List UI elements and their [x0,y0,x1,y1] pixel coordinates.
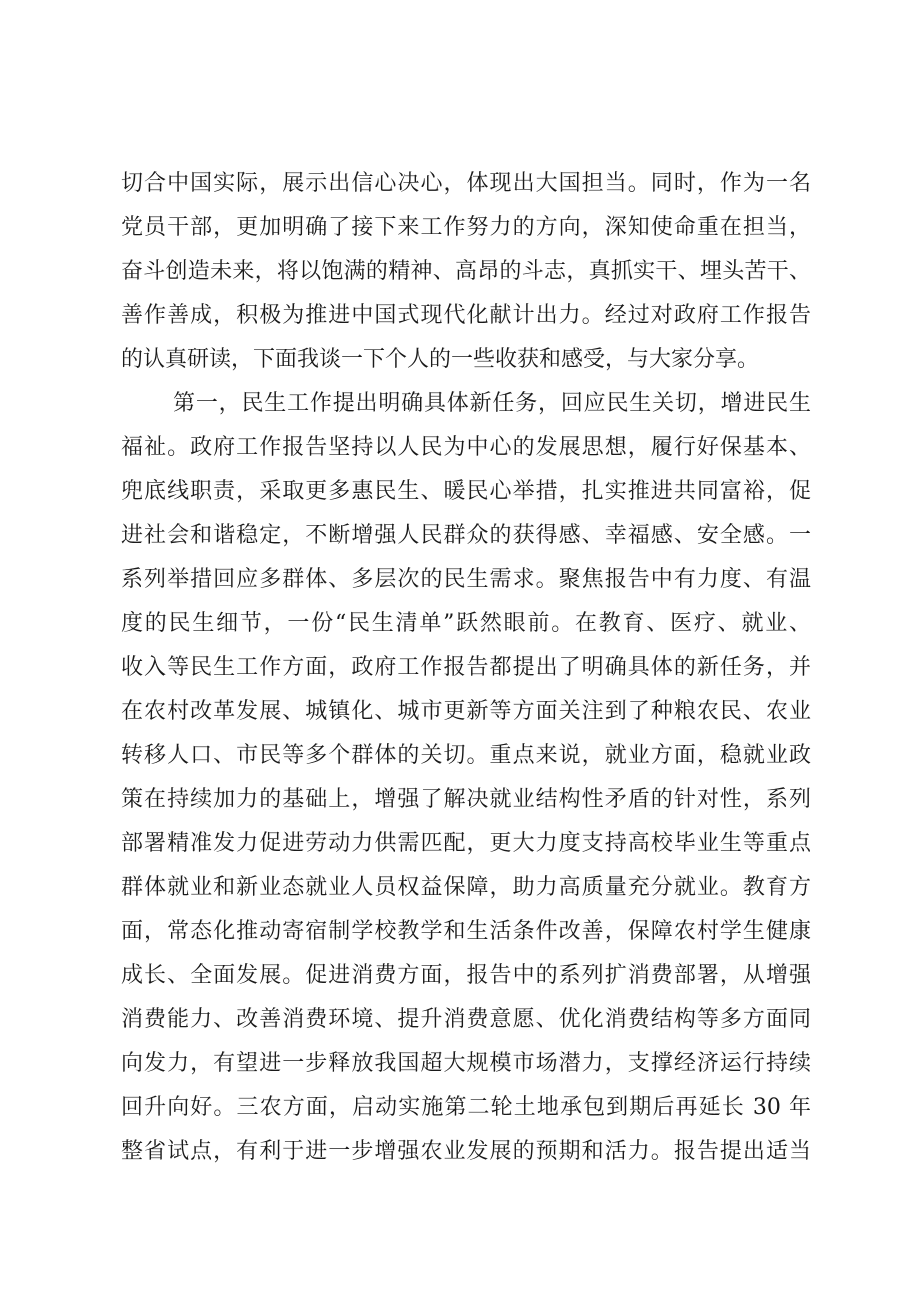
paragraph-line: 转移人口、市民等多个群体的关切。重点来说，就业方面，稳就业政 [121,743,811,768]
paragraph-line: 成长、全面发展。促进消费方面，报告中的系列扩消费部署，从增强 [121,963,811,988]
paragraph-line: 策在持续加力的基础上，增强了解决就业结构性矛盾的针对性，系列 [121,787,811,812]
paragraph-line: 福祉。政府工作报告坚持以人民为中心的发展思想，履行好保基本、 [121,435,811,460]
paragraph-line: 面，常态化推动寄宿制学校教学和生活条件改善，保障农村学生健康 [121,919,811,944]
paragraph-line: 收入等民生工作方面，政府工作报告都提出了明确具体的新任务，并 [121,655,811,680]
paragraph-line: 度的民生细节，一份“民生清单”跃然眼前。在教育、医疗、就业、 [121,611,811,636]
paragraph-line: 党员干部，更加明确了接下来工作努力的方向，深知使命重在担当， [121,215,811,240]
paragraph-line: 群体就业和新业态就业人员权益保障，助力高质量充分就业。教育方 [121,875,811,900]
paragraph-line: 切合中国实际，展示出信心决心，体现出大国担当。同时，作为一名 [121,171,811,196]
paragraph-line: 系列举措回应多群体、多层次的民生需求。聚焦报告中有力度、有温 [121,567,811,592]
paragraph-first-line: 第一，民生工作提出明确具体新任务，回应民生关切，增进民生 [173,391,811,416]
paragraph-line: 向发力，有望进一步释放我国超大规模市场潜力，支撑经济运行持续 [121,1051,811,1076]
paragraph-line: 消费能力、改善消费环境、提升消费意愿、优化消费结构等多方面同 [121,1007,811,1032]
paragraph-line: 整省试点，有利于进一步增强农业发展的预期和活力。报告提出适当 [121,1139,811,1164]
paragraph-line: 在农村改革发展、城镇化、城市更新等方面关注到了种粮农民、农业 [121,699,811,724]
paragraph-line: 部署精准发力促进劳动力供需匹配，更大力度支持高校毕业生等重点 [121,831,811,856]
paragraph-line: 善作善成，积极为推进中国式现代化献计出力。经过对政府工作报告 [121,303,811,328]
paragraph-line: 兜底线职责，采取更多惠民生、暖民心举措，扎实推进共同富裕，促 [121,479,811,504]
paragraph-line: 进社会和谐稳定，不断增强人民群众的获得感、幸福感、安全感。一 [121,523,811,548]
paragraph-line: 回升向好。三农方面，启动实施第二轮土地承包到期后再延长 30 年 [121,1095,811,1120]
paragraph-line: 奋斗创造未来，将以饱满的精神、高昂的斗志，真抓实干、埋头苦干、 [121,259,811,284]
paragraph-line: 的认真研读，下面我谈一下个人的一些收获和感受，与大家分享。 [121,347,760,372]
